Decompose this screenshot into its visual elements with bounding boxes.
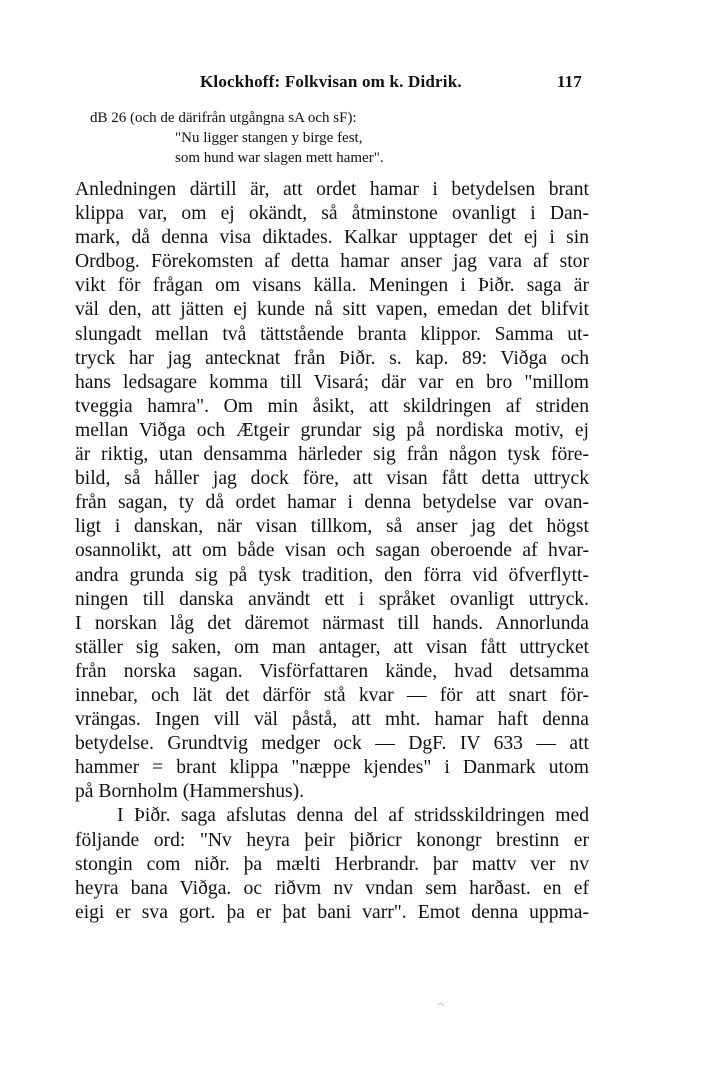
text-line: slungadt mellan två tättstående branta klippor. Samma ut-: [75, 323, 589, 345]
page-number: 117: [556, 72, 582, 91]
text-line: I norskan låg det däremot närmast till hands. Annorlunda: [75, 612, 589, 634]
text-line: andra grunda sig på tysk tradition, den förra vid öfverflytt-: [75, 564, 589, 586]
text-line: stongin com niðr. þa mælti Herbrandr. þar mattv ver nv: [75, 853, 589, 875]
text-line: tryck har jag antecknat från Þiðr. s. kap. 89: Viðga och: [75, 347, 589, 369]
text-line: klippa var, om ej okändt, så åtminstone ovanligt i Dan-: [75, 203, 589, 225]
text-line: tveggia hamra". Om min åsikt, att skildringen af striden: [75, 395, 589, 417]
text-line: osannolikt, att om både visan och sagan oberoende af hvar-: [75, 540, 589, 562]
quote-verse-line: "Nu ligger stangen y birge fest,: [175, 130, 363, 146]
text-line: ningen till danska användt ett i språket ovanligt uttryck.: [75, 588, 589, 610]
text-line: är riktig, utan densamma härleder sig från någon tysk före-: [75, 444, 589, 466]
text-line: ställer sig saken, om man antager, att visan fått uttrycket: [75, 636, 589, 658]
text-line: mark, då denna visa diktades. Kalkar upptager det ej i sin: [75, 227, 589, 249]
quote-verse-line: som hund war slagen mett hamer".: [175, 150, 384, 166]
page-header: [200, 72, 590, 96]
text-line: väl den, att jätten ej kunde nå sitt vapen, emedan det blifvit: [75, 299, 589, 321]
body-text: [75, 178, 589, 925]
text-line: heyra bana Viðga. oc riðvm nv vndan sem harðast. en ef: [75, 877, 589, 899]
paper-speck: [436, 1000, 446, 1010]
text-line: Ordbog. Förekomsten af detta hamar anser jag vara af stor: [75, 251, 589, 273]
text-line: bild, så håller jag dock före, att visan fått detta uttryck: [75, 468, 589, 490]
text-line: följande ord: "Nv heyra þeir þiðricr konongr brestinn er: [75, 829, 589, 851]
text-line: från sagan, ty då ordet hamar i denna betydelse var ovan-: [75, 492, 589, 514]
text-line: mellan Viðga och Ætgeir grundar sig på nordiska motiv, ej: [75, 419, 589, 441]
text-line: eigi er sva gort. þa er þat bani varr". Emot denna uppma-: [75, 901, 589, 923]
quote-block: [90, 108, 610, 168]
text-line: vrängas. Ingen vill väl påstå, att mht. hamar haft denna: [75, 709, 589, 731]
text-line: ligt i danskan, när visan tillkom, så anser jag det högst: [75, 516, 589, 538]
text-line: I Þiðr. saga afslutas denna del af stridsskildringen med: [117, 805, 589, 827]
text-line: hans ledsagare komma till Visará; där var en bro "millom: [75, 371, 589, 393]
running-title: Klockhoff: Folkvisan om k. Didrik.: [200, 72, 462, 91]
text-line: betydelse. Grundtvig medger ock — DgF. IV 633 — att: [75, 733, 589, 755]
text-line: från norska sagan. Visförfattaren kände, hvad detsamma: [75, 660, 589, 682]
text-line: innebar, och lät det därför stå kvar — för att snart för-: [75, 684, 589, 706]
text-line: hammer = brant klippa "næppe kjendes" i Danmark utom: [75, 757, 589, 779]
quote-source-line: dB 26 (och de därifrån utgångna sA och sF):: [90, 110, 357, 126]
text-line: Anledningen därtill är, att ordet hamar i betydelsen brant: [75, 179, 589, 200]
text-line: vikt för frågan om visans källa. Meningen i Þiðr. saga är: [75, 275, 589, 297]
text-line: på Bornholm (Hammershus).: [75, 781, 305, 803]
